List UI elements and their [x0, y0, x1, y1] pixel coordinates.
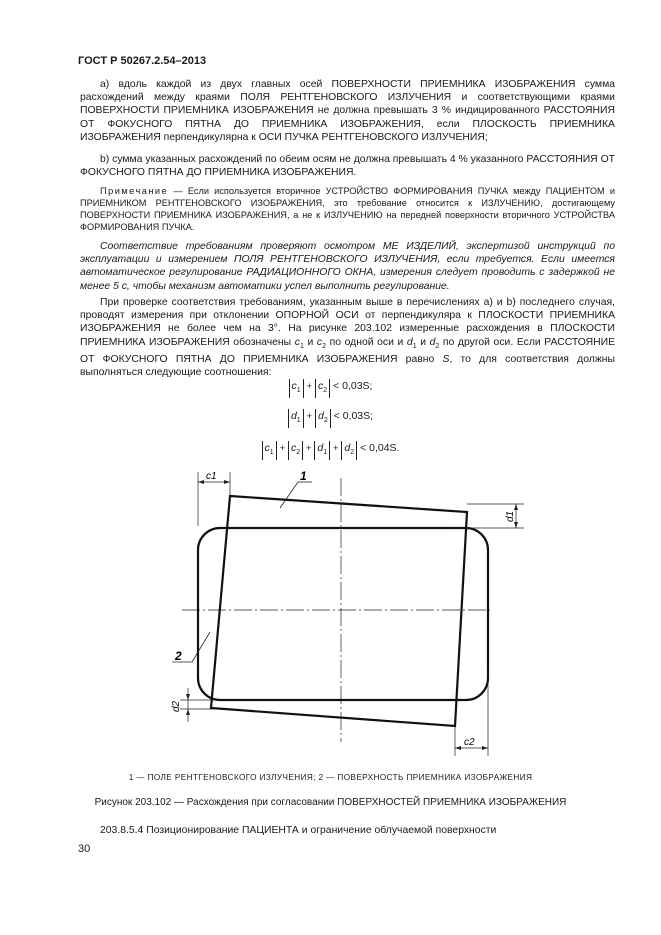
label-2: 2 — [175, 649, 182, 663]
plus: + — [306, 411, 312, 421]
sub: 2 — [296, 449, 301, 457]
section-heading: 203.8.5.4 Позиционирование ПАЦИЕНТА и ограничение облучаемой поверхности — [100, 825, 497, 836]
document-header: ГОСТ Р 50267.2.54–2013 — [78, 55, 207, 67]
var-c: c — [294, 336, 300, 348]
sub: 1 — [269, 449, 274, 457]
arrow-icon — [514, 504, 518, 510]
rhs: < 0,03S; — [333, 380, 373, 392]
var-d: d — [429, 336, 436, 348]
var: c — [264, 442, 270, 454]
var-c: c — [316, 336, 323, 348]
sub: 2 — [435, 342, 440, 350]
note-text: — Если используется вторичное УСТРОЙСТВО ФОРМИРОВАНИЯ ПУЧКА между ПАЦИЕНТОМ и ПРИЕМНИКОМ РЕНТГЕНОВСКОГО ИЗОБРАЖЕНИЯ, это требование относится к ИЗЛУЧЕНИЮ, достигающему ПОВЕРХНОСТИ ПРИЕМНИКА ИЗОБРАЖЕНИЯ, а не к ИЗЛУЧЕНИЮ на передней поверхности вторичного УСТРОЙСТВА ФОРМИРОВАНИЯ ПУЧКА. — [80, 186, 615, 232]
compliance-text: Соответствие требованиям проверяют осмотром МЕ ИЗДЕЛИЙ, экспертизой инструкций по эксплуатации и измерением ПОЛЯ РЕНТГЕНОВСКОГО ИЗЛУЧЕНИЯ, если требуется. Если имеется автоматическое регулирование РАДИАЦИОННОГО ОКНА, измерения следует проводить с задержкой не менее 5 с, чтобы механизм автоматики успел выполнить регулирование. — [80, 241, 615, 292]
text-run: и — [303, 336, 317, 348]
text-run: по другой оси. Если РАССТОЯНИЕ ОТ ФОКУСНОГО ПЯТНА ДО ПРИЕМНИКА ИЗОБРАЖЕНИЯ равно — [80, 336, 616, 365]
formula-3 — [0, 441, 661, 460]
note — [80, 185, 615, 233]
arrow-icon — [186, 709, 190, 715]
sub: 2 — [350, 449, 355, 457]
text-run: по одной оси и — [325, 336, 407, 348]
var-s: S — [442, 353, 450, 365]
sub: 2 — [322, 342, 326, 350]
var-d: d — [406, 336, 413, 348]
var: d — [290, 410, 297, 422]
sub: 2 — [323, 387, 328, 395]
text-run: , то для соответствия должны выполняться следующие соотношения: — [80, 353, 615, 379]
plus: + — [306, 443, 312, 453]
arrow-icon — [455, 746, 461, 750]
plus: + — [279, 443, 285, 453]
leader-line — [280, 482, 298, 508]
rhs: < 0,03S; — [333, 410, 374, 422]
arrow-icon — [224, 480, 230, 484]
x-ray-field — [211, 496, 467, 726]
note-label: Примечание — [100, 186, 169, 196]
formula-1 — [0, 379, 661, 398]
sub: 1 — [296, 417, 301, 425]
figure-legend: 1 — ПОЛЕ РЕНТГЕНОВСКОГО ИЗЛУЧЕНИЯ; 2 — ПОВЕРХНОСТЬ ПРИЕМНИКА ИЗОБРАЖЕНИЯ — [128, 773, 533, 782]
arrow-icon — [482, 746, 488, 750]
var: c — [291, 380, 297, 392]
plus: + — [333, 443, 339, 453]
formula-2 — [0, 409, 661, 428]
var: d — [317, 410, 324, 422]
leader-line — [192, 632, 210, 662]
sub: 1 — [299, 342, 304, 350]
text-run: При проверке соответствия требованиям, указанным выше в перечислениях а) и b) последнего случая, проводят измерения при отклонении ОПОРНОЙ ОСИ от перпендикуляра к ПЛОСКОСТИ ПРИЕМНИКА ИЗОБРАЖЕНИЯ не более чем на 3°. На рисунке 203.102 измеренные расхождения в ПЛОСКОСТИ ПРИЕМНИКА ИЗОБРАЖЕНИЯ обозначены — [80, 297, 615, 348]
figure-203-102 — [170, 460, 530, 760]
d2-label: d2 — [171, 700, 182, 712]
arrow-icon — [186, 694, 190, 700]
var: c — [317, 380, 324, 392]
image-receptor-surface — [198, 528, 488, 700]
c2-label: c2 — [464, 737, 475, 748]
sub: 2 — [323, 417, 328, 425]
item-b: b) сумма указанных расхождений по обеим осям не должна превышать 4 % указанного РАССТОЯНИЯ ОТ ФОКУСНОГО ПЯТНА ДО ПРИЕМНИКА ИЗОБРАЖЕНИЯ. — [80, 154, 615, 179]
label-1: 1 — [300, 469, 307, 483]
rhs: < 0,04S. — [360, 442, 400, 454]
text-run: и — [416, 336, 430, 348]
arrow-icon — [198, 480, 204, 484]
figure-title: Рисунок 203.102 — Расхождения при согласовании ПОВЕРХНОСТЕЙ ПРИЕМНИКА ИЗОБРАЖЕНИЯ — [94, 797, 567, 808]
item-a: а) вдоль каждой из двух главных осей ПОВЕРХНОСТИ ПРИЕМНИКА ИЗОБРАЖЕНИЯ сумма расхождений между краями ПОЛЯ РЕНТГЕНОВСКОГО ИЗЛУЧЕНИЯ и соответствующими краями ПОВЕРХНОСТИ ПРИЕМНИКА ИЗОБРАЖЕНИЯ не должна превышать 3 % индицированного РАССТОЯНИЯ ОТ ФОКУСНОГО ПЯТНА ДО ПРИЕМНИКА ИЗОБРАЖЕНИЯ, если ПЛОСКОСТЬ ПРИЕМНИКА ИЗОБРАЖЕНИЯ перпендикулярна к ОСИ ПУЧКА РЕНТГЕНОВСКОГО ИЗЛУЧЕНИЯ; — [80, 79, 615, 143]
var: d — [317, 442, 324, 454]
sub: 1 — [323, 449, 328, 457]
page-number: 30 — [78, 843, 91, 855]
sub: 1 — [412, 342, 417, 350]
var: c — [290, 442, 297, 454]
d1-label: d1 — [505, 510, 516, 522]
check-paragraph — [80, 296, 615, 379]
c1-label: c1 — [206, 471, 217, 482]
var: d — [344, 442, 351, 454]
plus: + — [306, 381, 312, 391]
sub: 1 — [296, 387, 301, 395]
